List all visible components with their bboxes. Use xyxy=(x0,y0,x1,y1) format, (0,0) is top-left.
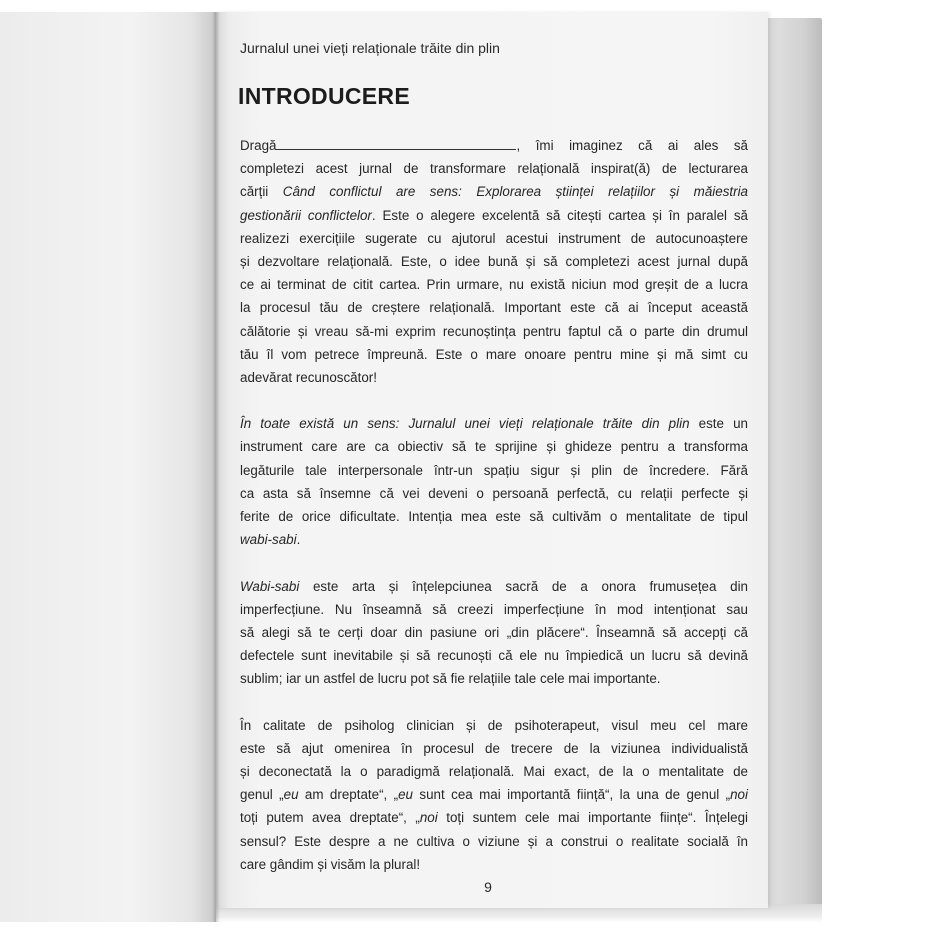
text-line xyxy=(240,343,748,366)
text-segment: și deconectată la o paradigmă relațională. Mai exact, de la o mentalitate de xyxy=(240,764,748,780)
italic-text: eu xyxy=(398,787,414,803)
book-gutter xyxy=(212,12,220,922)
text-line xyxy=(240,528,748,551)
text-line xyxy=(240,273,748,296)
italic-text: wabi-sabi xyxy=(240,532,297,548)
text-segment: În calitate de psiholog clinician și de psihoterapeut, visul meu cel mare xyxy=(240,717,748,733)
text-segment: sunt cea mai importantă ființă“, la una de genul „ xyxy=(413,787,731,803)
text-segment: . Este o alegere excelentă să citești cartea și în paralel să xyxy=(371,207,748,223)
italic-text: gestionării conflictelor xyxy=(240,207,372,223)
paragraph-3 xyxy=(240,575,748,691)
text-line xyxy=(240,853,748,876)
text-line xyxy=(240,667,748,690)
text-segment: completezi acest jurnal de transformare relațională inspirat(ă) de lecturarea xyxy=(240,161,748,177)
text-segment: și dezvoltare relațională. Este, o idee bună și să completezi acest jurnal după xyxy=(240,253,748,269)
fill-in-blank[interactable] xyxy=(276,137,516,150)
paragraph-4 xyxy=(240,714,748,876)
text-line xyxy=(240,227,748,250)
text-line xyxy=(240,505,748,528)
italic-text: eu xyxy=(283,787,299,803)
body-text xyxy=(240,134,748,876)
text-line xyxy=(240,621,748,644)
text-segment: tău îl vom petrece împreună. Este o mare onoare pentru mine și mă simt cu xyxy=(240,346,748,362)
text-line xyxy=(240,250,748,273)
text-segment: care gândim și visăm la plural! xyxy=(240,856,421,872)
text-segment: să alegi să te cerți doar din pasiune ori „din plăcere“. Înseamnă să accepți că xyxy=(240,624,748,640)
text-segment: adevărat recunoscător! xyxy=(240,369,377,385)
italic-text: Când conflictul are sens: Explorarea științei relațiilor și măiestria xyxy=(282,184,748,200)
text-line xyxy=(240,575,748,598)
text-segment: instrument care are ca obiectiv să te sprijine și ghideze pentru a transforma xyxy=(240,439,748,455)
text-line xyxy=(240,296,748,319)
text-line xyxy=(240,783,748,806)
text-line xyxy=(240,435,748,458)
paragraph-gap xyxy=(240,551,748,574)
text-segment: sensul? Este despre a ne cultiva o viziune și a construi o realitate socială în xyxy=(240,833,748,849)
text-segment: toți putem avea dreptate“, „ xyxy=(240,810,420,826)
text-line xyxy=(240,204,748,227)
text-segment: cărții xyxy=(240,184,283,200)
text-segment: toți suntem cele mai importante ființe“. Înțelegi xyxy=(437,810,748,826)
text-line xyxy=(240,644,748,667)
text-line xyxy=(240,180,748,203)
text-segment: . xyxy=(296,532,301,548)
text-segment: la procesul tău de creștere relațională. Important este că ai început această xyxy=(240,300,748,316)
text-segment: genul „ xyxy=(240,787,284,803)
italic-text: noi xyxy=(730,787,748,803)
text-segment: ferite de orice dificultate. Intenția mea este să cultivăm o mentalitate de tipul xyxy=(240,509,748,524)
text-line xyxy=(240,366,748,389)
text-segment: sublim; iar un astfel de lucru pot să fie relațiile tale cele mai importante. xyxy=(240,671,661,687)
text-segment: imperfecțiune. Nu înseamnă să creezi imperfecțiune în mod intenționat sau xyxy=(240,601,748,617)
text-segment: Dragă xyxy=(240,138,277,153)
text-line xyxy=(240,760,748,783)
text-segment: este să ajut omenirea în procesul de trecere de la viziunea individualistă xyxy=(240,740,748,756)
text-line xyxy=(240,482,748,505)
paragraph-1 xyxy=(240,134,748,389)
text-line xyxy=(240,320,748,343)
text-line xyxy=(240,714,748,737)
text-line xyxy=(240,134,748,157)
text-segment: realizezi exercițiile sugerate cu ajutorul acestui instrument de autocunoaștere xyxy=(240,230,748,246)
text-line xyxy=(240,157,748,180)
page-stack-edge xyxy=(760,18,822,918)
text-segment: este arta și înțelepciunea sacră de a onora frumusețea din xyxy=(299,578,748,594)
text-segment: defectele sunt inevitabile și să recunoști că ele nu împiedică un lucru să devină xyxy=(240,648,748,664)
text-segment: am dreptate“, „ xyxy=(298,787,399,803)
text-line xyxy=(240,598,748,621)
text-line xyxy=(240,412,748,435)
text-line xyxy=(240,459,748,482)
text-segment: călătorie și vreau să-mi exprim recunoștința pentru faptul că o parte din drumul xyxy=(240,323,748,339)
paragraph-gap xyxy=(240,691,748,714)
text-line xyxy=(240,737,748,760)
text-segment: ca asta să însemne că vei deveni o persoană perfectă, cu relații perfecte și xyxy=(240,485,748,501)
text-segment: , îmi imaginez că ai ales să xyxy=(516,138,748,153)
italic-text: noi xyxy=(419,810,438,826)
page-number: 9 xyxy=(484,879,492,895)
text-line xyxy=(240,806,748,829)
paragraph-gap xyxy=(240,389,748,412)
chapter-title: INTRODUCERE xyxy=(238,83,410,109)
running-header: Jurnalul unei vieți relaționale trăite din plin xyxy=(240,40,500,56)
left-page xyxy=(0,12,216,922)
text-segment: legăturile tale interpersonale într-un spațiu sigur și plin de încredere. Fără xyxy=(240,462,748,478)
italic-text: În toate există un sens: Jurnalul unei vieți relaționale trăite din plin xyxy=(240,416,690,432)
text-segment: este un xyxy=(689,416,748,432)
text-line xyxy=(240,830,748,853)
paragraph-2 xyxy=(240,412,748,551)
italic-text: Wabi-sabi xyxy=(240,578,300,594)
text-segment: ce ai terminat de citit cartea. Prin urmare, nu există niciun mod greșit de a lucra xyxy=(240,277,748,293)
